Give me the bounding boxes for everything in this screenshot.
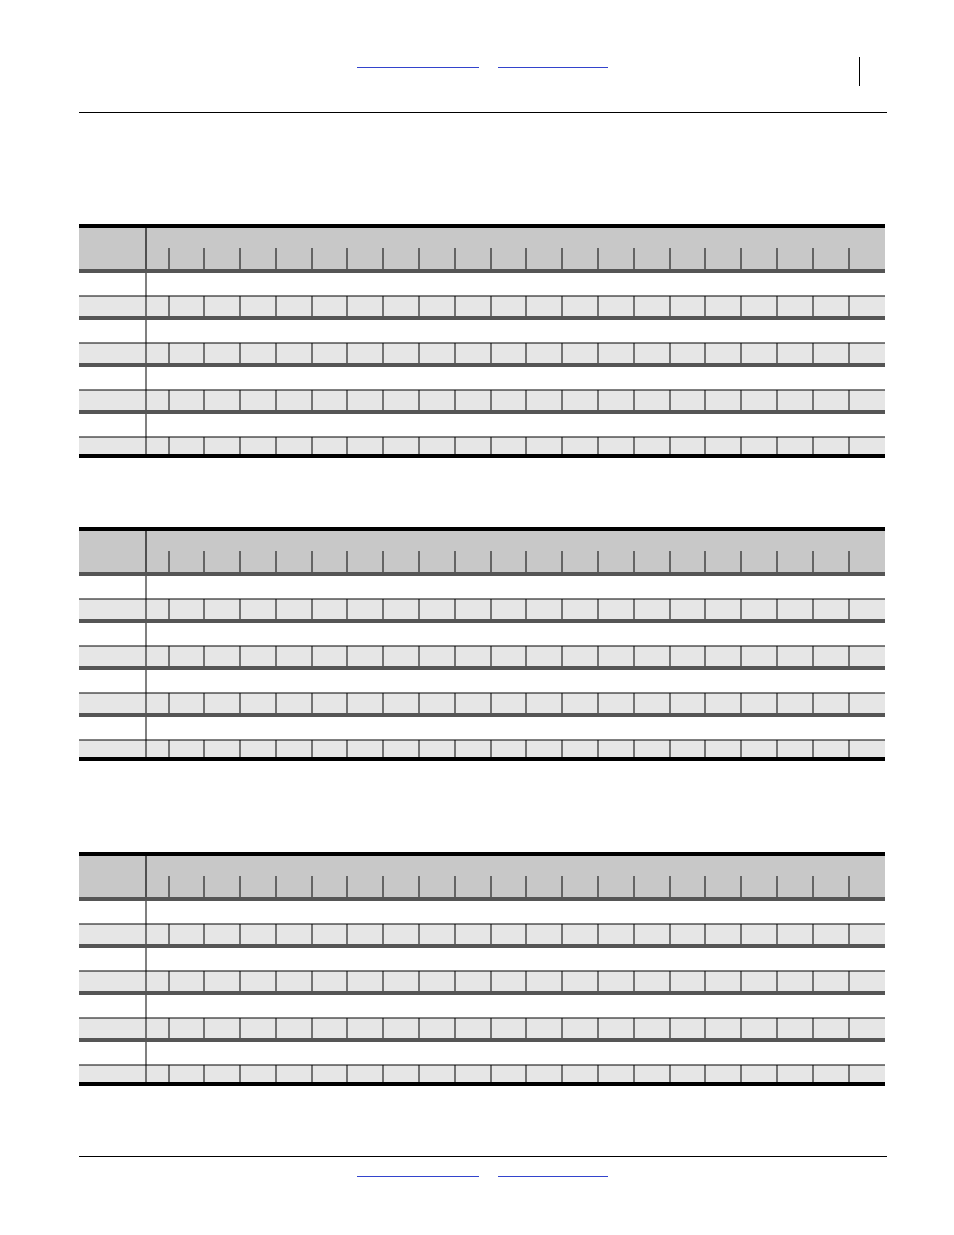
- data-row: [79, 924, 885, 944]
- group-thick-rule: [79, 572, 885, 576]
- group-thick-rule: [79, 944, 885, 948]
- data-row-label-cell: [79, 971, 146, 991]
- bottom-rule: [79, 1082, 885, 1086]
- header-link-1[interactable]: [357, 67, 479, 68]
- group-thick-rule: [79, 410, 885, 414]
- data-row-label-cell: [79, 390, 146, 410]
- group-thick-rule: [79, 897, 885, 901]
- page-number-marker: [859, 57, 860, 86]
- footer-rule: [79, 1156, 887, 1157]
- group-thick-rule: [79, 316, 885, 320]
- data-row-label-cell: [79, 646, 146, 666]
- data-row-label-cell: [79, 343, 146, 363]
- table-1: [79, 224, 885, 464]
- header-link-2[interactable]: [498, 67, 608, 68]
- bottom-rule: [79, 454, 885, 458]
- group-thick-rule: [79, 269, 885, 273]
- group-thick-rule: [79, 363, 885, 367]
- data-row: [79, 1018, 885, 1038]
- group-thick-rule: [79, 666, 885, 670]
- top-rule: [79, 852, 885, 856]
- table-3: [79, 852, 885, 1092]
- data-row-label-cell: [79, 1018, 146, 1038]
- data-row-label-cell: [79, 693, 146, 713]
- top-rule: [79, 527, 885, 531]
- group-thick-rule: [79, 713, 885, 717]
- table-3-grid: [79, 852, 885, 1092]
- group-thick-rule: [79, 1038, 885, 1042]
- table-1-grid: [79, 224, 885, 464]
- data-row-label-cell: [79, 599, 146, 619]
- group-thick-rule: [79, 991, 885, 995]
- group-thick-rule: [79, 619, 885, 623]
- top-rule: [79, 224, 885, 228]
- header-fill: [79, 854, 885, 898]
- data-row: [79, 296, 885, 316]
- bottom-rule: [79, 757, 885, 761]
- data-row: [79, 971, 885, 991]
- header-fill: [79, 226, 885, 270]
- header-fill: [79, 529, 885, 573]
- footer-link-1[interactable]: [357, 1176, 479, 1177]
- table-2-grid: [79, 527, 885, 767]
- data-row: [79, 599, 885, 619]
- footer-link-2[interactable]: [498, 1176, 608, 1177]
- data-row: [79, 390, 885, 410]
- table-2: [79, 527, 885, 767]
- data-row-label-cell: [79, 924, 146, 944]
- data-row: [79, 343, 885, 363]
- data-row: [79, 646, 885, 666]
- data-row: [79, 693, 885, 713]
- header-rule: [79, 112, 887, 113]
- data-row-label-cell: [79, 296, 146, 316]
